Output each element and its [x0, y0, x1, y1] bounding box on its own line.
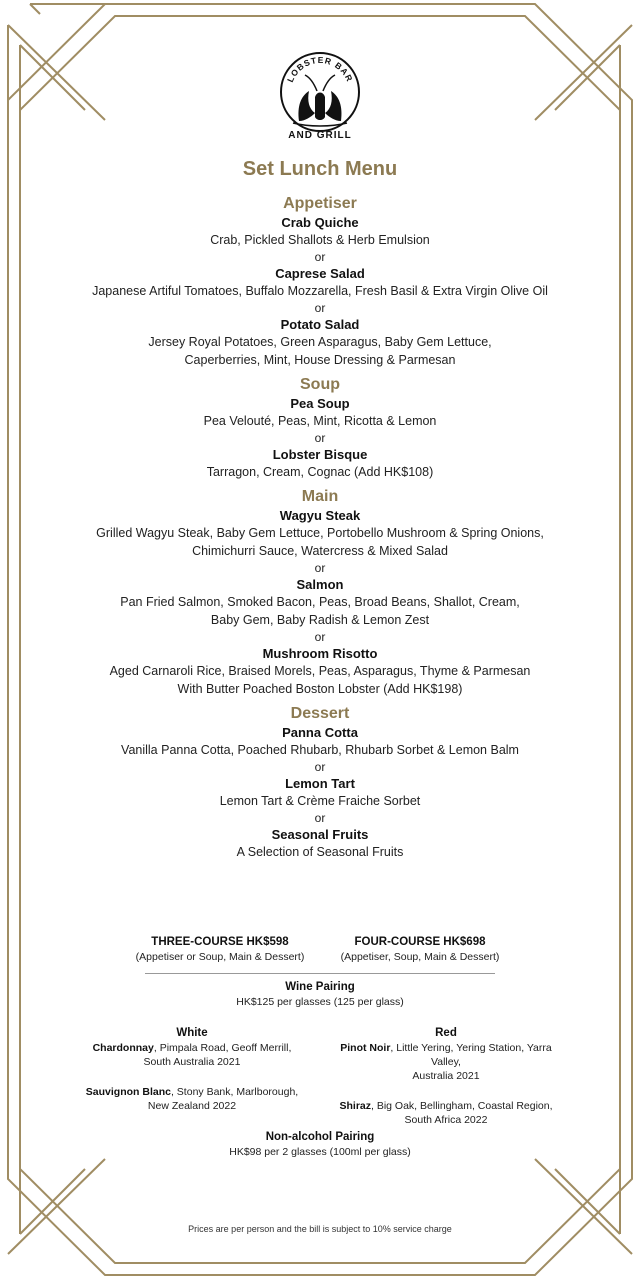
lobster-logo: [279, 51, 361, 133]
or-separator: or: [314, 250, 326, 264]
service-charge-note: Prices are per person and the bill is subject to 10% service charge: [188, 1224, 452, 1234]
wine-pairing-title: Wine Pairing: [285, 981, 355, 993]
section-title-appetiser: Appetiser: [283, 195, 357, 212]
four-course-price: [300, 934, 540, 964]
dish-description: Japanese Artiful Tomatoes, Buffalo Mozzarella, Fresh Basil & Extra Virgin Olive Oil: [92, 284, 548, 298]
dish-description: Jersey Royal Potatoes, Green Asparagus, Baby Gem Lettuce,: [148, 335, 492, 349]
section-title-dessert: Dessert: [290, 705, 350, 722]
dish-name: Crab Quiche: [281, 215, 359, 230]
dish-name: Pea Soup: [290, 396, 350, 411]
wine-item: [72, 1085, 312, 1099]
dish-description: A Selection of Seasonal Fruits: [236, 845, 404, 859]
dish-name: Wagyu Steak: [279, 508, 361, 523]
four-course-note: (Appetiser, Soup, Main & Dessert): [340, 951, 500, 963]
wine-item: [326, 1099, 566, 1113]
wine-name: Shiraz: [339, 1100, 371, 1112]
section-title-soup: Soup: [300, 376, 340, 393]
wine-detail: , Little Yering, Yering Station, Yarra Valley,: [390, 1042, 552, 1068]
wine-name: Pinot Noir: [340, 1042, 391, 1054]
wine-name: Sauvignon Blanc: [85, 1086, 171, 1098]
non-alcohol-title: Non-alcohol Pairing: [265, 1131, 375, 1143]
wine-pairing: [0, 980, 640, 1009]
wine-item: [326, 1041, 566, 1069]
white-wine-column: [72, 1026, 312, 1113]
wine-detail: , Pimpala Road, Geoff Merrill,: [153, 1042, 292, 1054]
dish-name: Salmon: [296, 577, 344, 592]
section-dessert: [0, 704, 640, 861]
dish-description: Chimichurri Sauce, Watercress & Mixed Salad: [192, 544, 448, 558]
or-separator: or: [314, 760, 326, 774]
divider: [145, 973, 495, 974]
dish-name: Caprese Salad: [275, 266, 365, 281]
wine-detail: New Zealand 2022: [147, 1100, 237, 1112]
wine-name: Chardonnay: [92, 1042, 154, 1054]
dish-description: Crab, Pickled Shallots & Herb Emulsion: [210, 233, 430, 247]
section-appetiser: [0, 194, 640, 369]
or-separator: or: [314, 301, 326, 315]
dish-description: Pea Velouté, Peas, Mint, Ricotta & Lemon: [203, 414, 437, 428]
dish-description: With Butter Poached Boston Lobster (Add HK$198): [177, 682, 463, 696]
wine-detail: Australia 2021: [412, 1070, 480, 1082]
dish-description: Baby Gem, Baby Radish & Lemon Zest: [210, 613, 430, 627]
wine-detail: South Australia 2021: [143, 1056, 241, 1068]
wine-pairing-price: HK$125 per glasses (125 per glass): [236, 996, 404, 1008]
dish-description: Aged Carnaroli Rice, Braised Morels, Peas, Asparagus, Thyme & Parmesan: [109, 664, 531, 678]
dish-name: Panna Cotta: [282, 725, 358, 740]
section-soup: [0, 375, 640, 481]
menu-title: Set Lunch Menu: [242, 158, 398, 180]
dish-name: Lemon Tart: [285, 776, 355, 791]
non-alcohol-price: HK$98 per 2 glasses (100ml per glass): [229, 1146, 411, 1158]
dish-name: Potato Salad: [280, 317, 360, 332]
section-main: [0, 487, 640, 698]
dish-description: Grilled Wagyu Steak, Baby Gem Lettuce, Portobello Mushroom & Spring Onions,: [96, 526, 544, 540]
or-separator: or: [314, 561, 326, 575]
three-course-title: THREE-COURSE HK$598: [151, 936, 289, 948]
red-heading: Red: [435, 1027, 457, 1039]
dish-description: Tarragon, Cream, Cognac (Add HK$108): [206, 465, 434, 479]
dish-description: Caperberries, Mint, House Dressing & Parmesan: [184, 353, 456, 367]
non-alcohol-pairing: [0, 1130, 640, 1159]
menu-body: [0, 194, 640, 867]
dish-description: Pan Fried Salmon, Smoked Bacon, Peas, Broad Beans, Shallot, Cream,: [120, 595, 520, 609]
dish-name: Mushroom Risotto: [262, 646, 378, 661]
dish-name: Seasonal Fruits: [271, 827, 369, 842]
white-heading: White: [176, 1027, 208, 1039]
or-separator: or: [314, 630, 326, 644]
red-wine-column: [326, 1026, 566, 1127]
three-course-note: (Appetiser or Soup, Main & Dessert): [135, 951, 305, 963]
dish-description: Lemon Tart & Crème Fraiche Sorbet: [219, 794, 421, 808]
wine-detail: , Big Oak, Bellingham, Coastal Region,: [371, 1100, 553, 1112]
logo-caption: AND GRILL: [288, 130, 352, 141]
wine-detail: South Africa 2022: [404, 1114, 488, 1126]
pricing-block: [0, 934, 640, 974]
four-course-title: FOUR-COURSE HK$698: [354, 936, 486, 948]
dish-name: Lobster Bisque: [272, 447, 368, 462]
wine-detail: , Stony Bank, Marlborough,: [170, 1086, 299, 1098]
or-separator: or: [314, 811, 326, 825]
or-separator: or: [314, 431, 326, 445]
logo-arc-text: LOBSTER BAR: [285, 54, 355, 84]
dish-description: Vanilla Panna Cotta, Poached Rhubarb, Rhubarb Sorbet & Lemon Balm: [121, 743, 519, 757]
section-title-main: Main: [301, 488, 339, 505]
wine-item: [72, 1041, 312, 1055]
